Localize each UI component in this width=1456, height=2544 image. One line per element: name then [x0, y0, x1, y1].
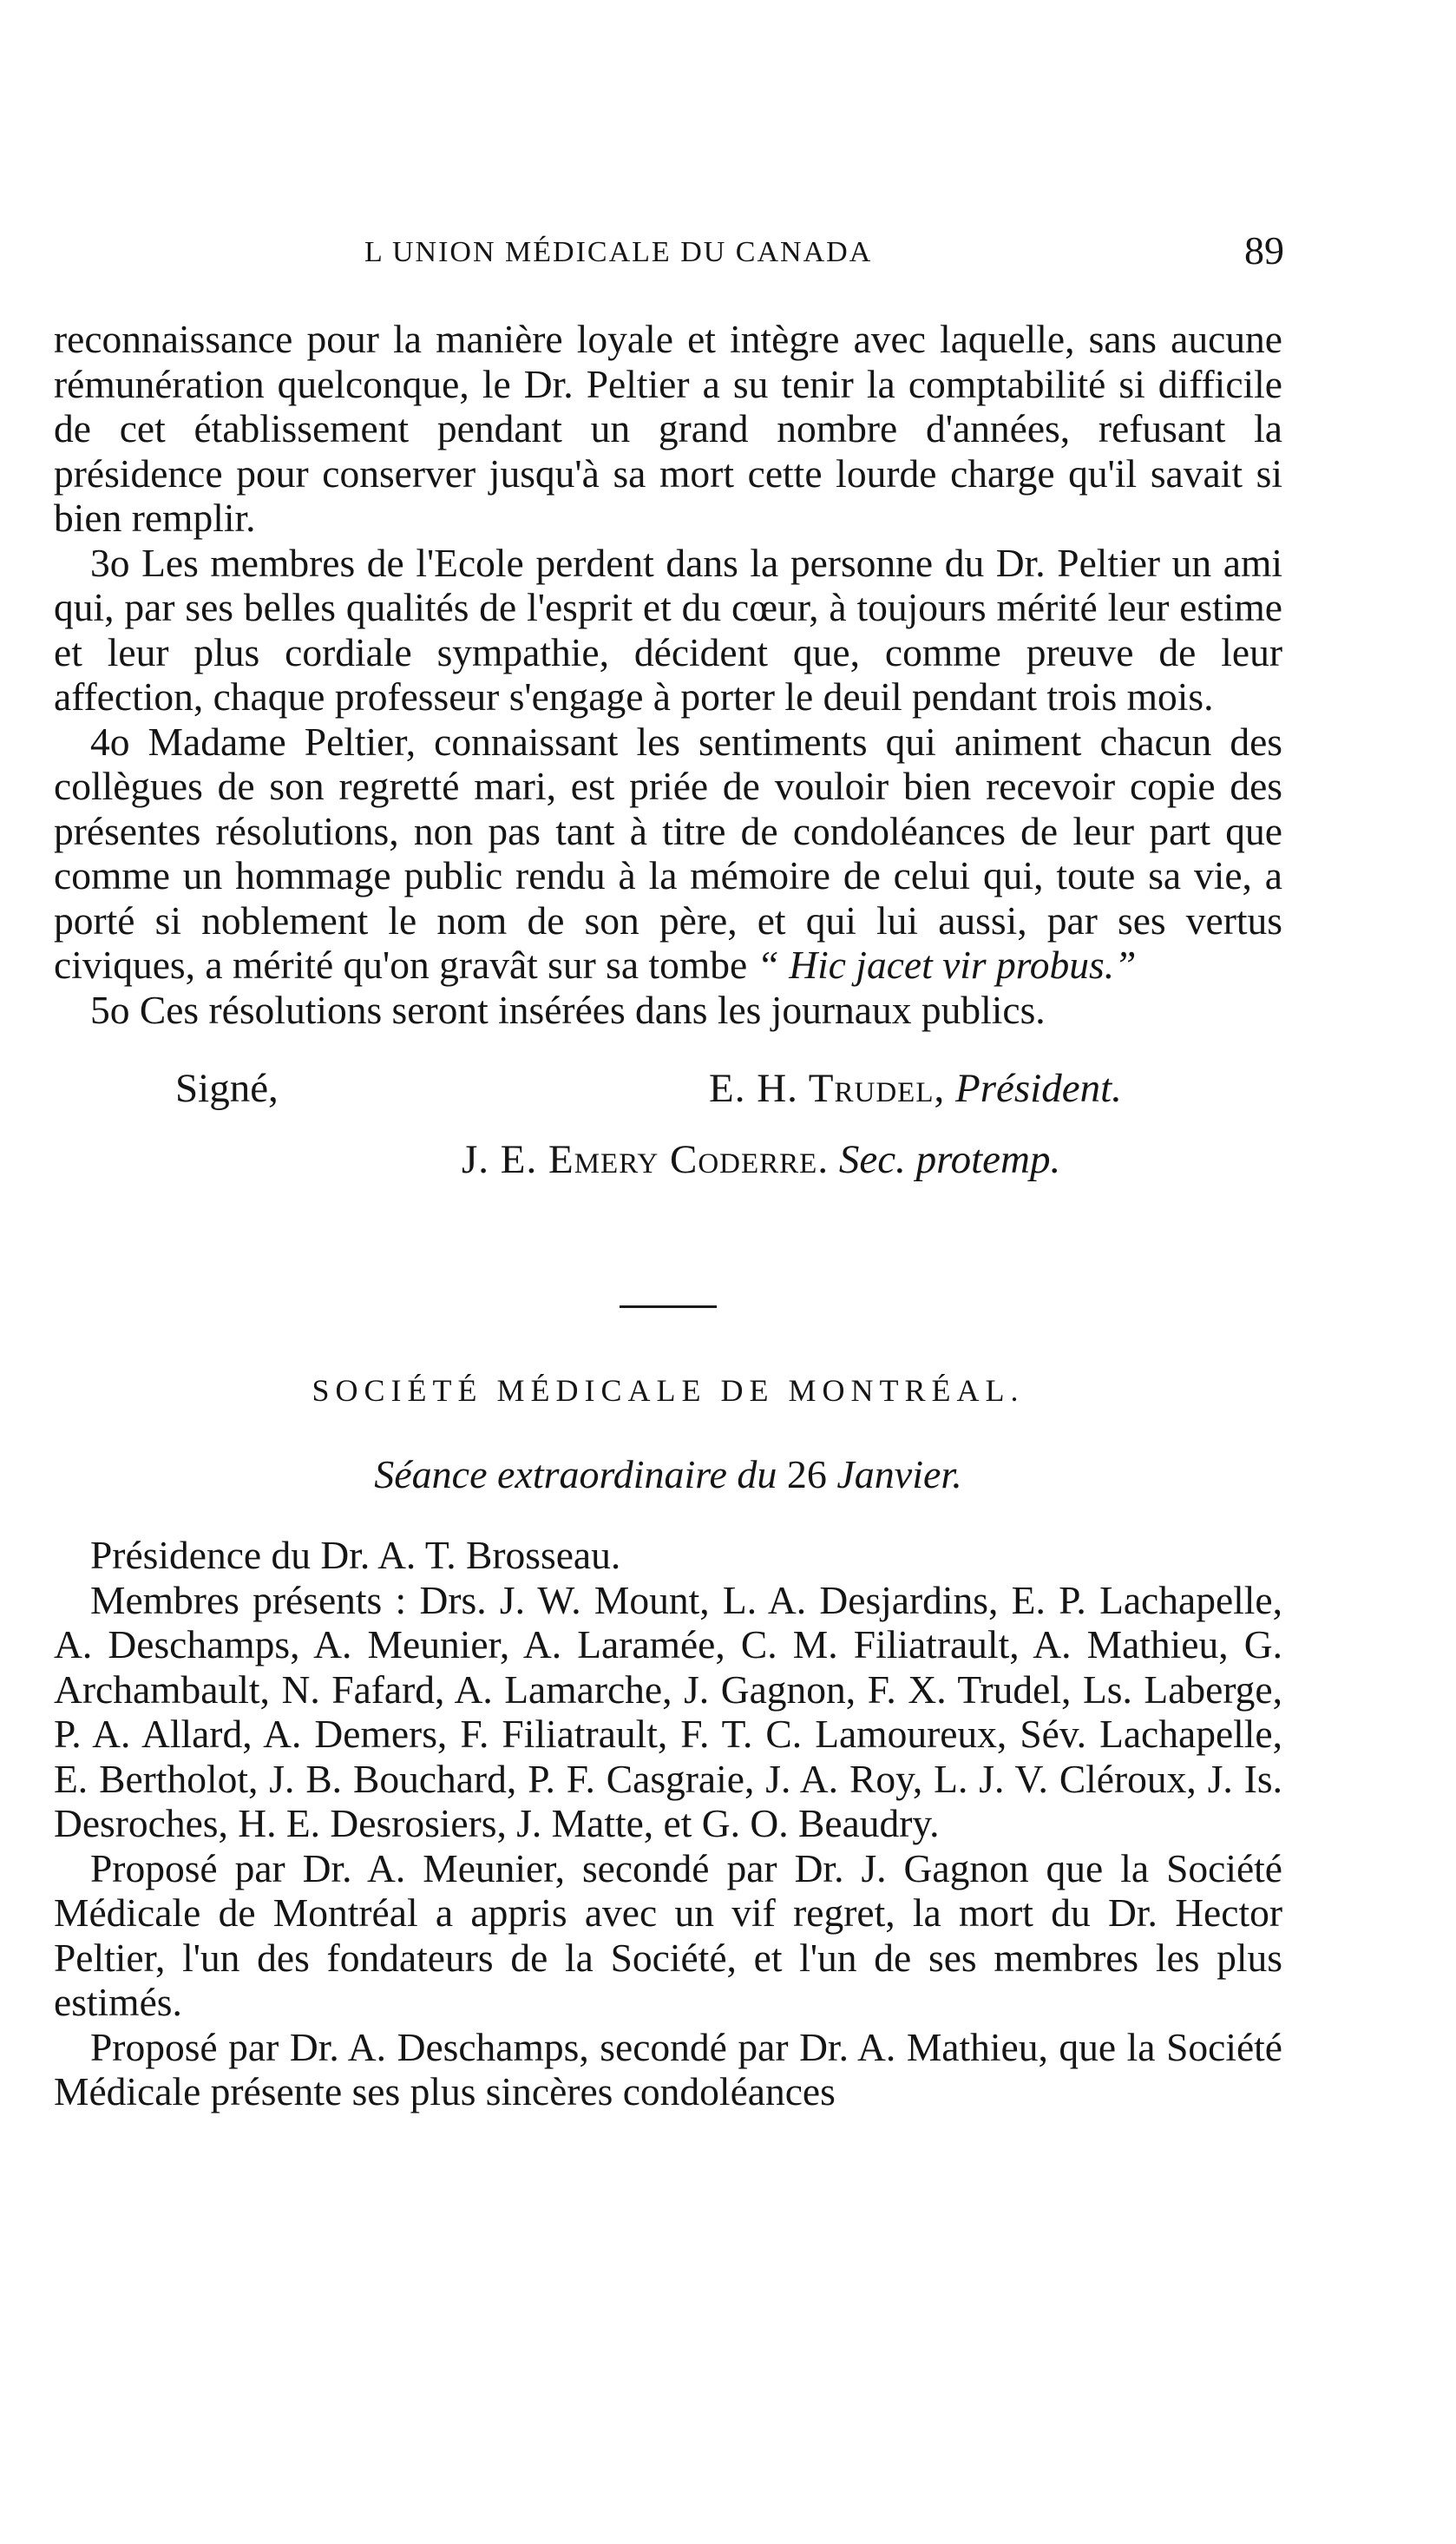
paragraph-members: Membres présents : Drs. J. W. Mount, L. A. Desjardins, E. P. Lachapelle, A. Deschamps, A. Meunier, A. Laramée, C. M. Filiatrault, A. Mathieu, G. Archambault, N. Fafard, A. Lamarche, J. Gagnon, F. X. Trudel, Ls. Laberge, P. A. Allard, A. Demers, F. Filiatrault, F. T. C. Lamoureux, Sév. Lachapelle, E. Bertholot, J. B. Bouchard, P. F. Casgraie, J. A. Roy, L. J. V. Cléroux, J. Is. Desroches, H. E. Desrosiers, J. Matte, et G. O. Beaudry.	[54, 1577, 1282, 1845]
signature-block	[54, 1067, 1282, 1214]
page-number: 89	[1244, 228, 1284, 273]
resolution-4-text: 4o Madame Peltier, connaissant les sentiments qui animent chacun des collègues de son regretté mari, est priée de vouloir bien recevoir copie des présentes résolutions, non pas tant à titre de condoléances de leur part que comme un hommage public rendu à la mémoire de celui qui, toute sa vie, a porté si noblement le nom de son père, et qui lui aussi, par ses vertus civiques, a mérité qu'on gravât sur sa tombe	[54, 719, 1282, 987]
paragraph-resolution-5: 5o Ces résolutions seront insérées dans les journaux publics.	[90, 987, 1046, 1032]
signature-president	[709, 1067, 1122, 1112]
paragraph-presidence: Présidence du Dr. A. T. Brosseau.	[90, 1533, 621, 1577]
signature-secretary	[462, 1138, 1060, 1183]
paragraph-proposal-1: Proposé par Dr. A. Meunier, secondé par Dr. J. Gagnon que la Société Médicale de Montréal a appris avec un vif regret, la mort du Dr. Hector Peltier, l'un des fondateurs de la Société, et l'un de ses membres les plus estimés.	[54, 1845, 1282, 2024]
subtitle-date: 26	[786, 1451, 827, 1496]
latin-quote: “ Hic jacet vir probus.”	[757, 943, 1137, 987]
secretary-title: Sec. protemp.	[838, 1137, 1061, 1182]
section-divider	[620, 1305, 717, 1308]
paragraph-continuation: reconnaissance pour la manière loyale et intègre avec laquelle, sans aucune rémunération quelconque, le Dr. Peltier a su tenir la comptabilité si difficile de cet établissement pendant un grand nombre d'années, refusant la présidence pour conserver jusqu'à sa mort cette lourde charge qu'il savait si bien remplir.	[54, 317, 1282, 540]
president-title: Président.	[955, 1066, 1122, 1111]
running-title: L UNION MÉDICALE DU CANADA	[364, 236, 873, 268]
paragraph-proposal-2: Proposé par Dr. A. Deschamps, secondé par Dr. A. Mathieu, que la Société Médicale présente ses plus sincères condoléances	[54, 2024, 1282, 2113]
signature-label: Signé,	[175, 1066, 279, 1111]
president-name: E. H. Trudel,	[709, 1066, 946, 1111]
section-title: SOCIÉTÉ MÉDICALE DE MONTRÉAL.	[312, 1373, 1025, 1408]
paragraph-resolution-3: 3o Les membres de l'Ecole perdent dans la personne du Dr. Peltier un ami qui, par ses belles qualités de l'esprit et du cœur, à toujours mérité leur estime et leur plus cordiale sympathie, décident que, comme preuve de leur affection, chaque professeur s'engage à porter le deuil pendant trois mois.	[54, 540, 1282, 719]
paragraph-resolution-4	[54, 720, 1282, 988]
section-subtitle	[54, 1452, 1282, 1497]
subtitle-text: Séance extraordinaire du	[374, 1451, 777, 1496]
page-header	[364, 227, 1284, 288]
subtitle-month: Janvier.	[836, 1451, 962, 1496]
secretary-name: J. E. Emery Coderre.	[462, 1137, 830, 1182]
page-body	[54, 317, 1282, 2114]
